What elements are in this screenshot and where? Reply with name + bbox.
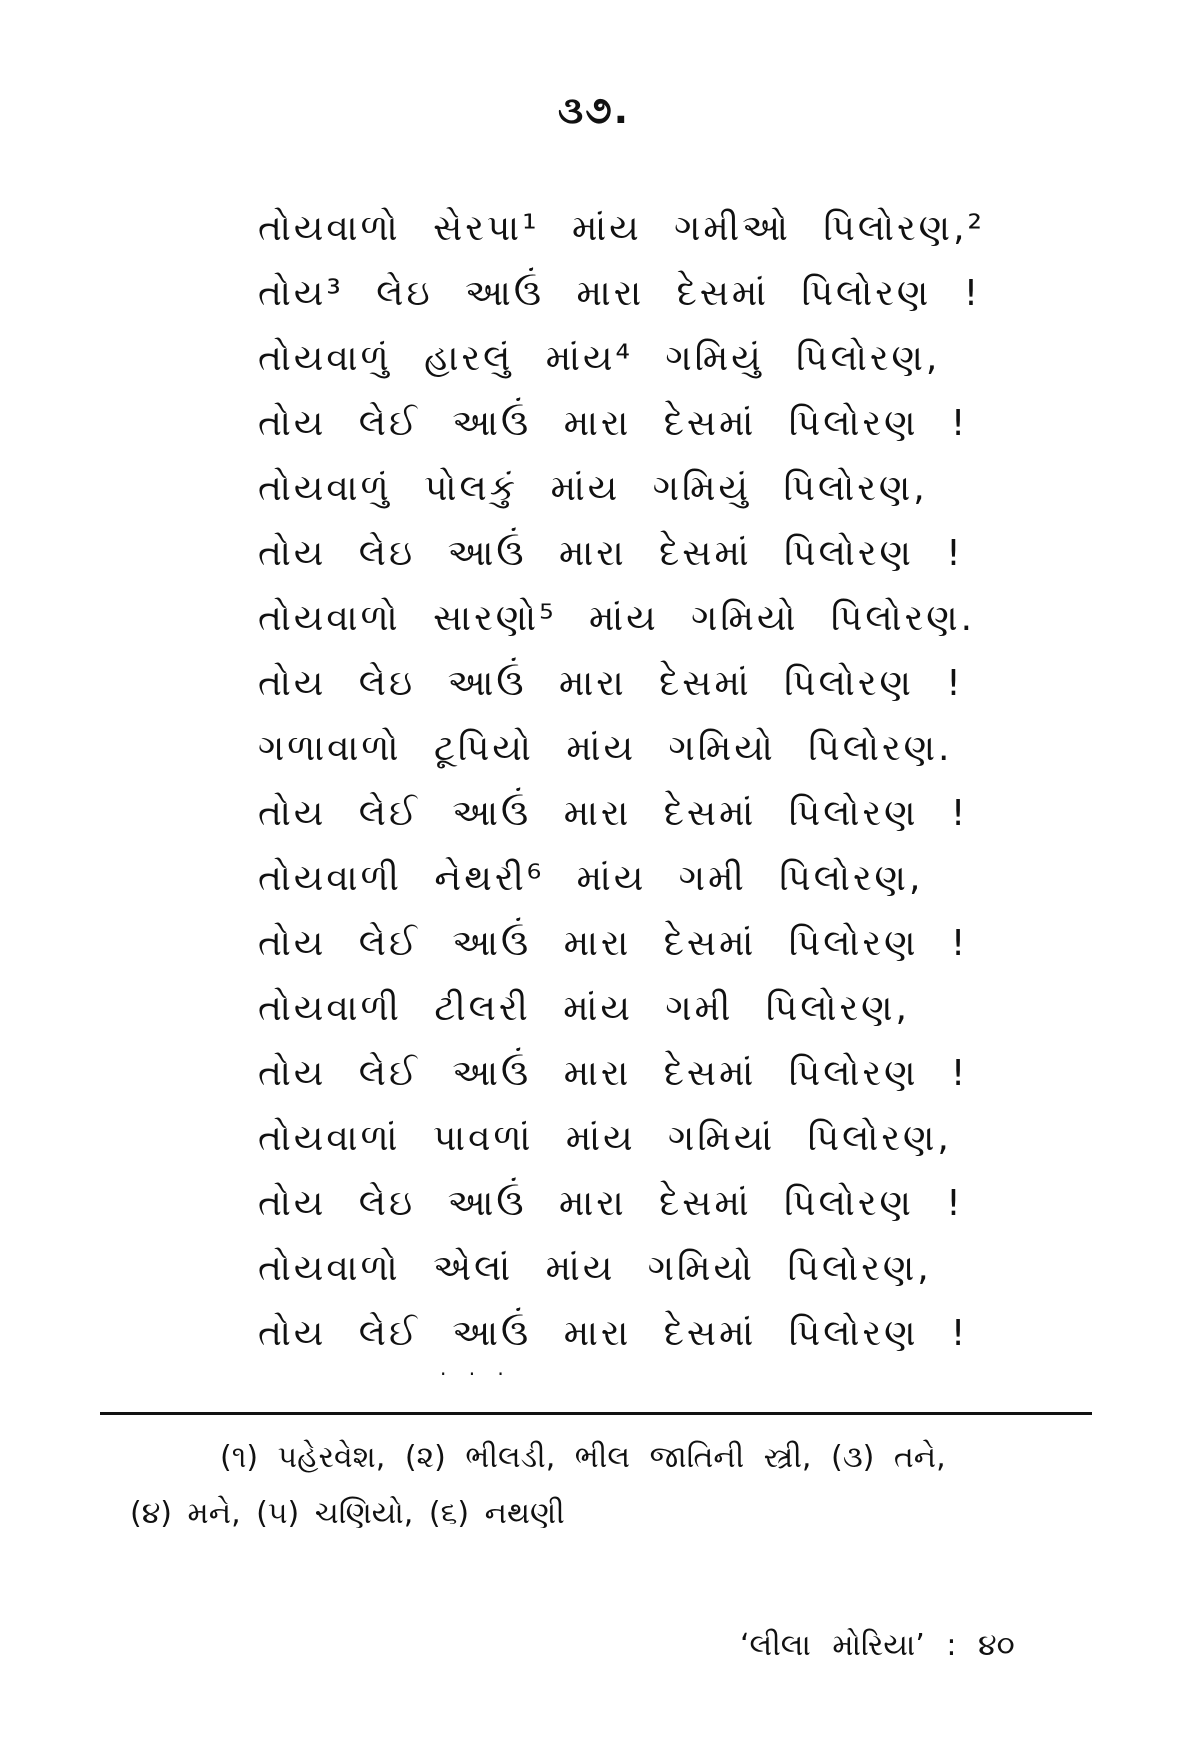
- verse-line: તોય લેઇ આઉં મારા દેસમાં પિલોરણ !: [258, 663, 964, 704]
- verse-line: તોયવાળી નેથરી⁶ માંય ગમી પિલોરણ,: [258, 858, 924, 899]
- footnotes: [130, 1430, 1080, 1542]
- footnote-divider: [100, 1412, 1092, 1415]
- verse-line: તોય લેઈ આઉં મારા દેસમાં પિલોરણ !: [258, 1313, 969, 1354]
- verse-line: તોયવાળું પોલકું માંય ગમિયું પિલોરણ,: [258, 468, 928, 509]
- ornament-dots: · · ·: [440, 1362, 512, 1386]
- verse-line: તોય લેઇ આઉં મારા દેસમાં પિલોરણ !: [258, 1183, 964, 1224]
- verse-line: તોયવાળાં પાવળાં માંય ગમિયાં પિલોરણ,: [258, 1118, 952, 1159]
- page-number: ૩૭.: [557, 88, 631, 132]
- page-footer: ‘લીલા મોરિયા’ : ૪૦: [740, 1628, 1015, 1663]
- verse-line: તોયવાળો સેરપા¹ માંય ગમીઓ પિલોરણ,²: [258, 208, 985, 249]
- verse-line: તોય લેઈ આઉં મારા દેસમાં પિલોરણ !: [258, 403, 969, 444]
- verse-line: તોયવાળો સારણો⁵ માંય ગમિયો પિલોરણ.: [258, 598, 976, 639]
- footnote-line: (૧) પહેરવેશ, (૨) ભીલડી, ભીલ જાતિની સ્ત્રી, (૩) તને,: [220, 1440, 946, 1475]
- verse-line: તોય લેઈ આઉં મારા દેસમાં પિલોરણ !: [258, 1053, 969, 1094]
- verse-line: તોય લેઇ આઉં મારા દેસમાં પિલોરણ !: [258, 533, 964, 574]
- verse-line: તોયવાળી ટીલરી માંય ગમી પિલોરણ,: [258, 988, 910, 1029]
- verse-line: તોયવાળો એલાં માંય ગમિયો પિલોરણ,: [258, 1248, 932, 1289]
- verse-line: તોય લેઈ આઉં મારા દેસમાં પિલોરણ !: [258, 793, 969, 834]
- verse-block: [258, 196, 985, 1366]
- verse-line: તોય લેઈ આઉં મારા દેસમાં પિલોરણ !: [258, 923, 969, 964]
- verse-line: ગળાવાળો ટૂપિયો માંય ગમિયો પિલોરણ.: [258, 728, 953, 769]
- verse-line: તોય³ લેઇ આઉં મારા દેસમાં પિલોરણ !: [258, 273, 982, 314]
- footnote-line: (૪) મને, (૫) ચણિયો, (૬) નથણી: [130, 1496, 565, 1531]
- verse-line: તોયવાળું હારલું માંય⁴ ગમિયું પિલોરણ,: [258, 338, 941, 379]
